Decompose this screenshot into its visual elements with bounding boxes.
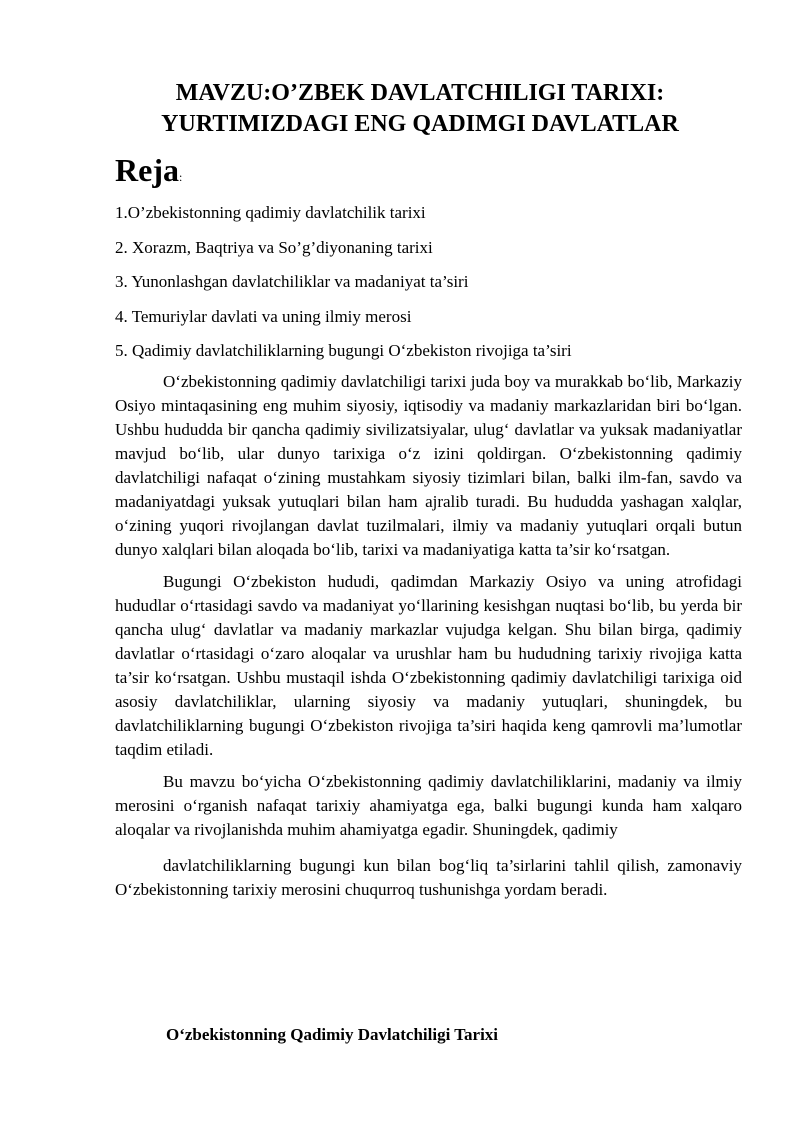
plan-item-2: 2. Xorazm, Baqtriya va So’g’diyonaning tarixi [115,237,433,257]
paragraph-3: Bu mavzu bo‘yicha O‘zbekistonning qadimiy davlatchiliklarini, madaniy va ilmiy merosini o‘rganish nafaqat tarixiy ahamiyatga ega, balki bugungi kunda ham xalqaro aloqalar va rivojlanishda muhim ahamiyatga egadir. Shuningdek, qadimiy [115,772,742,839]
plan-item-3: 3. Yunonlashgan davlatchiliklar va madaniyat ta’siri [115,272,469,291]
paragraph-1: O‘zbekistonning qadimiy davlatchiligi tarixi juda boy va murakkab bo‘lib, Markaziy Osiyo mintaqasining eng muhim siyosiy, iqtisodiy va madaniy markazlaridan biri bo‘lgan. Ushbu hududda bir qancha qadimiy sivilizatsiyalar, ulug‘ davlatlar va yuksak madaniyatlar mavjud bo‘lib, ular dunyo tarixiga o‘z izini qoldirgan. O‘zbekistonning qadimiy davlatchiligi nafaqat o‘zining mustahkam siyosiy tizimlari bilan, balki ilm-fan, savdo va madaniyatdagi yuksak yutuqlari bilan ham ajralib turadi. Bu hududda yashagan xalqlar, o‘zining yuqori rivojlangan davlat tuzilmalari, ilmiy va madaniy yutuqlari orqali butun dunyo xalqlari bilan aloqada bo‘lib, tarixi va madaniyatiga katta ta’sir ko‘rsatgan. [115,372,742,559]
plan-list [115,201,572,374]
section-subheading: O‘zbekistonning Qadimiy Davlatchiligi Tarixi [166,1025,499,1044]
plan-heading-text: Reja [115,152,179,188]
title-line-2: YURTIMIZDAGI ENG QADIMGI DAVLATLAR [161,111,679,137]
plan-heading-colon: : [178,170,183,184]
plan-item-5: 5. Qadimiy davlatchiliklarning bugungi O‘zbekiston rivojiga ta’siri [115,341,572,360]
title-line-1: MAVZU:O’ZBEK DAVLATCHILIGI TARIXI: [175,80,665,106]
paragraph-4: davlatchiliklarning bugungi kun bilan bog‘liq ta’sirlarini tahlil qilish, zamonaviy O‘zbekistonning tarixiy merosini chuqurroq tushunishga yordam beradi. [115,856,742,899]
document-title [100,78,740,140]
body-text [115,370,742,910]
plan-item-4: 4. Temuriylar davlati va uning ilmiy merosi [115,306,412,326]
paragraph-2: Bugungi O‘zbekiston hududi, qadimdan Markaziy Osiyo va uning atrofidagi hududlar o‘rtasidagi savdo va madaniyat yo‘llarining kesishgan nuqtasi bo‘lib, bu yerda bir qancha ulug‘ davlatlar va madaniy markazlar vujudga kelgan. Shu bilan birga, qadimiy davlatlar o‘rtasidagi o‘zaro aloqalar va urushlar ham bu hududning tarixiy rivojiga katta ta’sir ko‘rsatgan. Ushbu mustaqil ishda O‘zbekistonning qadimiy davlatchiligi tarixiga oid asosiy davlatchiliklar, ularning siyosiy va madaniy yutuqlari, shuningdek, bu davlatchiliklarning bugungi O‘zbekiston rivojiga ta’siri haqida keng qamrovli ma’lumotlar taqdim etiladi. [115,572,742,759]
plan-item-1: 1.O’zbekistonning qadimiy davlatchilik tarixi [115,203,426,222]
plan-heading [115,150,182,197]
